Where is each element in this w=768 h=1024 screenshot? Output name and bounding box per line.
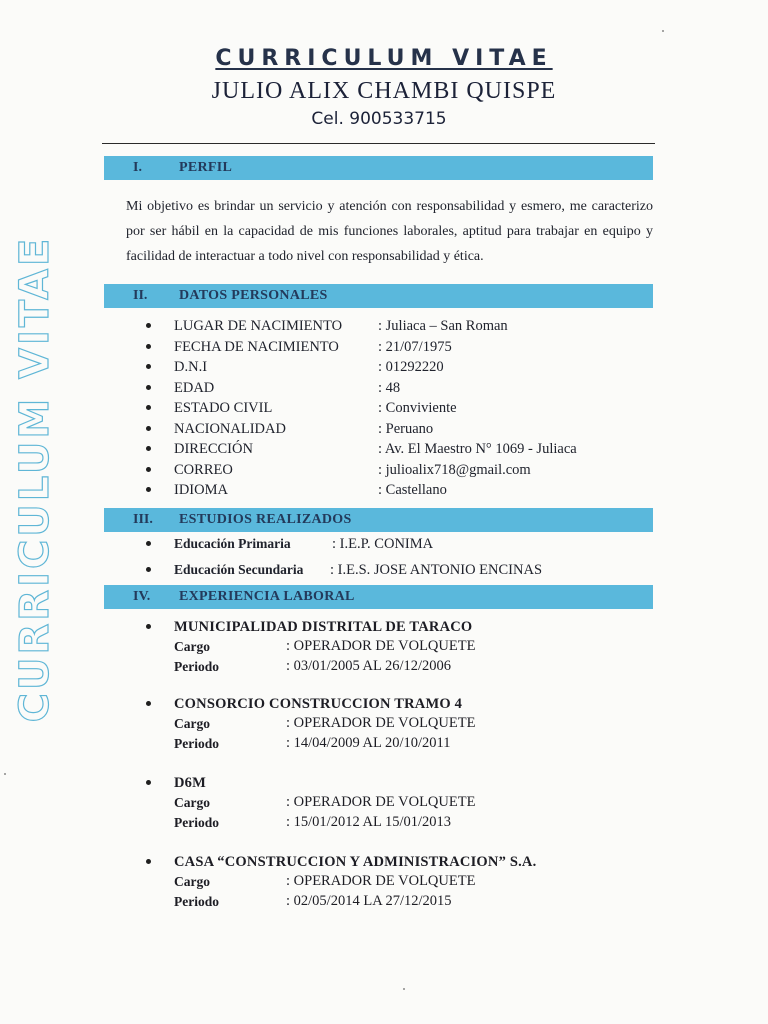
cargo-label: Cargo	[174, 795, 210, 810]
cargo-value: : OPERADOR DE VOLQUETE	[286, 873, 476, 889]
job-company: CONSORCIO CONSTRUCCION TRAMO 4	[174, 696, 463, 712]
bullet-icon	[146, 323, 151, 328]
list-item	[146, 337, 666, 358]
candidate-phone: Cel. 900533715	[311, 109, 447, 129]
header-divider	[102, 143, 655, 144]
job-cargo-row	[146, 872, 666, 892]
field-label: D.N.I	[174, 359, 208, 375]
periodo-value: : 03/01/2005 AL 26/12/2006	[286, 657, 452, 674]
list-item	[146, 398, 666, 419]
side-watermark-title	[6, 214, 64, 744]
bullet-icon	[146, 859, 151, 864]
job-title-row	[146, 852, 666, 872]
periodo-label: Periodo	[174, 735, 219, 751]
list-item	[146, 357, 666, 378]
list-item	[146, 480, 666, 501]
field-value: : Av. El Maestro N° 1069 - Juliaca	[378, 441, 577, 457]
field-value: : Castellano	[378, 482, 447, 498]
job-cargo-row	[146, 637, 666, 657]
job-periodo-row	[146, 657, 666, 677]
job-entry	[146, 773, 666, 832]
job-company: D6M	[174, 775, 207, 791]
document-title-text: CURRICULUM VITAE	[215, 46, 553, 71]
section-label: EXPERIENCIA LABORAL	[179, 589, 355, 604]
list-item	[146, 531, 666, 557]
periodo-label: Periodo	[174, 893, 219, 909]
job-cargo-row	[146, 793, 666, 813]
cargo-value: : OPERADOR DE VOLQUETE	[286, 638, 476, 654]
bullet-icon	[146, 405, 151, 410]
periodo-value: : 02/05/2014 LA 27/12/2015	[286, 892, 452, 909]
job-cargo-row	[146, 714, 666, 734]
profile-paragraph: Mi objetivo es brindar un servicio y atención con responsabilidad y esmero, me caracterizo por ser hábil en la capacidad de mis funciones laborales, aptitud para trabajar en equipo y facilidad de interactuar a todo nivel con responsabilidad y ética.	[126, 199, 653, 264]
cargo-value: : OPERADOR DE VOLQUETE	[286, 794, 476, 810]
education-list	[146, 531, 666, 583]
field-label: DIRECCIÓN	[174, 441, 253, 457]
personal-data-list	[146, 316, 666, 501]
section-number: IV.	[133, 589, 151, 604]
bullet-icon	[146, 487, 151, 492]
cargo-label: Cargo	[174, 716, 210, 731]
job-entry	[146, 694, 666, 753]
field-value: : julioalix718@gmail.com	[378, 461, 531, 478]
job-periodo-row	[146, 892, 666, 912]
section-header-experiencia	[104, 585, 653, 609]
section-header-datos-personales	[104, 284, 653, 308]
section-number: III.	[133, 512, 153, 527]
field-label: NACIONALIDAD	[174, 420, 286, 437]
periodo-value: : 15/01/2012 AL 15/01/2013	[286, 813, 452, 830]
section-label: PERFIL	[179, 160, 233, 175]
list-item	[146, 439, 666, 460]
list-item	[146, 316, 666, 337]
section-number: II.	[133, 288, 148, 303]
periodo-label: Periodo	[174, 814, 219, 830]
field-value: : Peruano	[378, 420, 434, 437]
section-number: I.	[133, 160, 142, 175]
bullet-icon	[146, 446, 151, 451]
periodo-label: Periodo	[174, 658, 219, 674]
field-value: : Juliaca – San Roman	[378, 318, 508, 334]
job-company: CASA “CONSTRUCCION Y ADMINISTRACION” S.A.	[174, 854, 537, 870]
education-level: Educación Secundaria	[174, 562, 304, 577]
section-label: DATOS PERSONALES	[179, 288, 328, 303]
list-item	[146, 557, 666, 583]
field-label: CORREO	[174, 461, 233, 478]
list-item	[146, 460, 666, 481]
bullet-icon	[146, 467, 151, 472]
bullet-icon	[146, 624, 151, 629]
candidate-name: JULIO ALIX CHAMBI QUISPE	[211, 78, 557, 104]
field-label: IDIOMA	[174, 482, 228, 498]
section-header-estudios	[104, 508, 653, 532]
field-label: FECHA DE NACIMIENTO	[174, 338, 339, 355]
cargo-value: : OPERADOR DE VOLQUETE	[286, 715, 476, 731]
job-title-row	[146, 617, 666, 637]
bullet-icon	[146, 426, 151, 431]
job-company: MUNICIPALIDAD DISTRITAL DE TARACO	[174, 619, 473, 635]
bullet-icon	[146, 385, 151, 390]
field-value: : 21/07/1975	[378, 338, 452, 355]
job-periodo-row	[146, 734, 666, 754]
job-entry	[146, 852, 666, 911]
document-title	[0, 46, 768, 71]
list-item	[146, 378, 666, 399]
field-label: ESTADO CIVIL	[174, 400, 273, 416]
job-periodo-row	[146, 813, 666, 833]
bullet-icon	[146, 344, 151, 349]
field-value: : 48	[378, 379, 401, 396]
bullet-icon	[146, 541, 151, 546]
field-label: EDAD	[174, 379, 215, 396]
field-value: : Conviviente	[378, 400, 457, 416]
job-title-row	[146, 694, 666, 714]
field-value: : 01292220	[378, 359, 444, 375]
cargo-label: Cargo	[174, 639, 210, 654]
side-watermark-text: CURRICULUM VITAE	[12, 235, 58, 723]
bullet-icon	[146, 701, 151, 706]
list-item	[146, 419, 666, 440]
education-school: : I.E.P. CONIMA	[332, 536, 434, 552]
bullet-icon	[146, 780, 151, 785]
section-header-perfil	[104, 156, 653, 180]
field-label: LUGAR DE NACIMIENTO	[174, 318, 343, 334]
section-label: ESTUDIOS REALIZADOS	[179, 512, 352, 527]
cargo-label: Cargo	[174, 874, 210, 889]
education-level: Educación Primaria	[174, 536, 291, 551]
bullet-icon	[146, 364, 151, 369]
periodo-value: : 14/04/2009 AL 20/10/2011	[286, 734, 451, 751]
education-school: : I.E.S. JOSE ANTONIO ENCINAS	[330, 562, 543, 578]
bullet-icon	[146, 567, 151, 572]
job-title-row	[146, 773, 666, 793]
job-entry	[146, 617, 666, 676]
